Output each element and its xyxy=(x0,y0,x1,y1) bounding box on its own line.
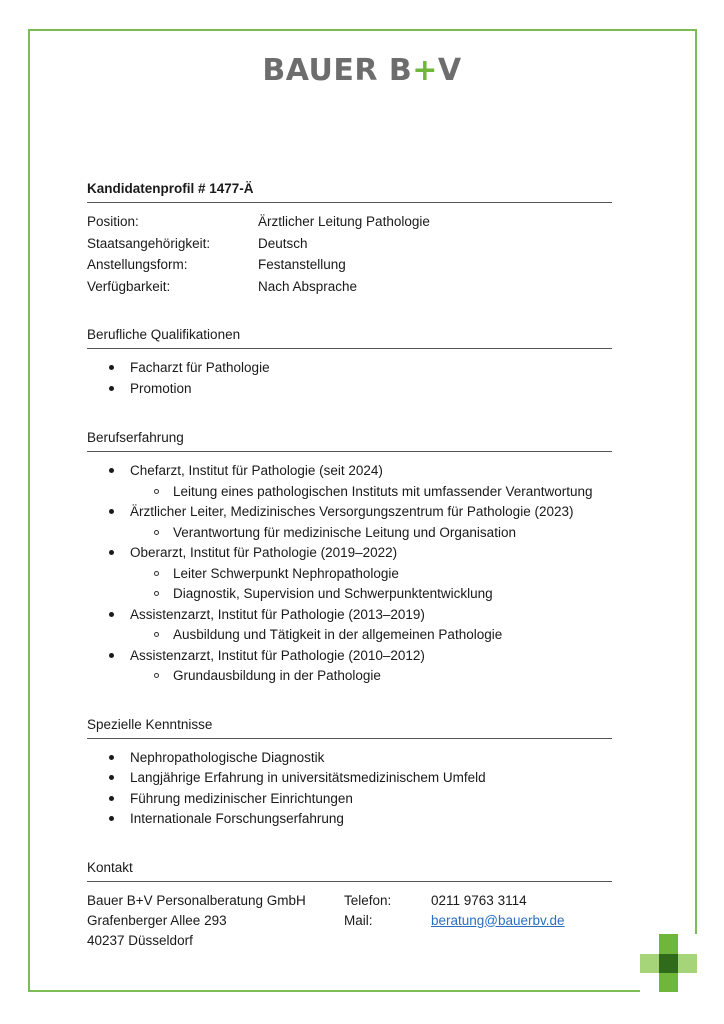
company-logo xyxy=(0,53,724,88)
cross-center xyxy=(659,954,678,973)
circle-bullet-icon xyxy=(154,673,159,678)
list-item xyxy=(87,357,612,378)
bullet-icon xyxy=(109,612,114,617)
contact-heading: Kontakt xyxy=(87,857,612,882)
experience-detail xyxy=(87,481,612,502)
list-item-text: Führung medizinischer Einrichtungen xyxy=(130,790,353,806)
contact-phone-row xyxy=(344,890,565,910)
experience-heading: Berufserfahrung xyxy=(87,427,612,452)
qualifications-list xyxy=(87,357,612,398)
info-label: Staatsangehörigkeit: xyxy=(87,235,211,251)
experience-detail-text: Grundausbildung in der Pathologie xyxy=(173,668,381,683)
experience-item xyxy=(87,460,612,481)
list-item xyxy=(87,378,612,399)
frame-border-left xyxy=(28,29,30,992)
experience-title: Oberarzt, Institut für Pathologie (2019–2022) xyxy=(130,545,398,560)
experience-detail-text: Verantwortung für medizinische Leitung und Organisation xyxy=(173,524,516,540)
experience-list xyxy=(87,460,612,686)
info-row-employment xyxy=(87,254,612,276)
contact-street: Grafenberger Allee 293 xyxy=(87,912,227,928)
profile-document xyxy=(87,178,612,950)
mail-label: Mail: xyxy=(344,912,373,928)
info-row-nationality xyxy=(87,233,612,255)
experience-detail xyxy=(87,522,612,543)
circle-bullet-icon xyxy=(154,591,159,596)
bullet-icon xyxy=(109,796,114,801)
bullet-icon xyxy=(109,775,114,780)
experience-detail-text: Leiter Schwerpunkt Nephropathologie xyxy=(173,565,399,581)
list-item xyxy=(87,808,612,829)
list-item-text: Nephropathologische Diagnostik xyxy=(130,749,325,765)
skills-heading: Spezielle Kenntnisse xyxy=(87,714,612,739)
skills-list xyxy=(87,747,612,829)
list-item-text: Promotion xyxy=(130,380,192,396)
experience-item xyxy=(87,542,612,563)
list-item-text: Facharzt für Pathologie xyxy=(130,360,270,375)
profile-info xyxy=(87,211,612,297)
circle-bullet-icon xyxy=(154,530,159,535)
list-item xyxy=(87,788,612,809)
experience-detail-text: Ausbildung und Tätigkeit in der allgemeinen Pathologie xyxy=(173,627,503,642)
experience-title: Chefarzt, Institut für Pathologie (seit 2024) xyxy=(130,463,383,478)
experience-detail-text: Diagnostik, Supervision und Schwerpunktentwicklung xyxy=(173,586,493,601)
list-item-text: Langjährige Erfahrung in universitätsmedizinischem Umfeld xyxy=(130,770,486,785)
bullet-icon xyxy=(109,509,114,514)
bullet-icon xyxy=(109,550,114,555)
phone-label: Telefon: xyxy=(344,892,392,908)
circle-bullet-icon xyxy=(154,489,159,494)
contact-mail-row xyxy=(344,910,565,930)
experience-detail-text: Leitung eines pathologischen Instituts mit umfassender Verantwortung xyxy=(173,483,593,499)
info-row-availability xyxy=(87,276,612,298)
contact-details xyxy=(344,890,565,950)
info-value: Deutsch xyxy=(258,235,308,251)
bullet-icon xyxy=(109,365,114,370)
frame-border-bottom xyxy=(28,990,640,992)
logo-text-right: V xyxy=(437,53,462,88)
info-label: Verfügbarkeit: xyxy=(87,278,171,294)
experience-detail xyxy=(87,583,612,604)
bullet-icon xyxy=(109,468,114,473)
info-value: Festanstellung xyxy=(258,257,346,272)
experience-title: Assistenzarzt, Institut für Pathologie (2010–2012) xyxy=(130,647,425,663)
experience-detail xyxy=(87,563,612,584)
bullet-icon xyxy=(109,386,114,391)
logo-plus: + xyxy=(412,53,438,88)
experience-detail xyxy=(87,624,612,645)
list-item-text: Internationale Forschungserfahrung xyxy=(130,811,344,826)
experience-item xyxy=(87,645,612,666)
circle-bullet-icon xyxy=(154,571,159,576)
info-row-position xyxy=(87,211,612,233)
contact-city: 40237 Düsseldorf xyxy=(87,932,193,948)
circle-bullet-icon xyxy=(154,632,159,637)
experience-detail xyxy=(87,665,612,686)
profile-title: Kandidatenprofil # 1477-Ä xyxy=(87,178,612,203)
frame-border-right xyxy=(695,29,697,934)
list-item xyxy=(87,747,612,768)
experience-title: Assistenzarzt, Institut für Pathologie (2013–2019) xyxy=(130,606,425,622)
frame-border-top xyxy=(28,29,697,31)
info-label: Position: xyxy=(87,214,139,229)
logo-text-left: BAUER B xyxy=(262,53,413,88)
contact-block xyxy=(87,890,612,950)
info-value: Ärztlicher Leitung Pathologie xyxy=(258,214,430,229)
contact-address xyxy=(87,890,344,950)
experience-item xyxy=(87,501,612,522)
bullet-icon xyxy=(109,653,114,658)
experience-title: Ärztlicher Leiter, Medizinisches Versorgungszentrum für Pathologie (2023) xyxy=(130,504,574,519)
bullet-icon xyxy=(109,755,114,760)
list-item xyxy=(87,767,612,788)
info-value: Nach Absprache xyxy=(258,278,358,294)
phone-value: 0211 9763 3114 xyxy=(431,892,527,908)
experience-item xyxy=(87,604,612,625)
qualifications-heading: Berufliche Qualifikationen xyxy=(87,324,612,349)
mail-link[interactable]: beratung@bauerbv.de xyxy=(431,912,565,928)
bullet-icon xyxy=(109,816,114,821)
contact-company: Bauer B+V Personalberatung GmbH xyxy=(87,892,306,908)
info-label: Anstellungsform: xyxy=(87,257,188,272)
